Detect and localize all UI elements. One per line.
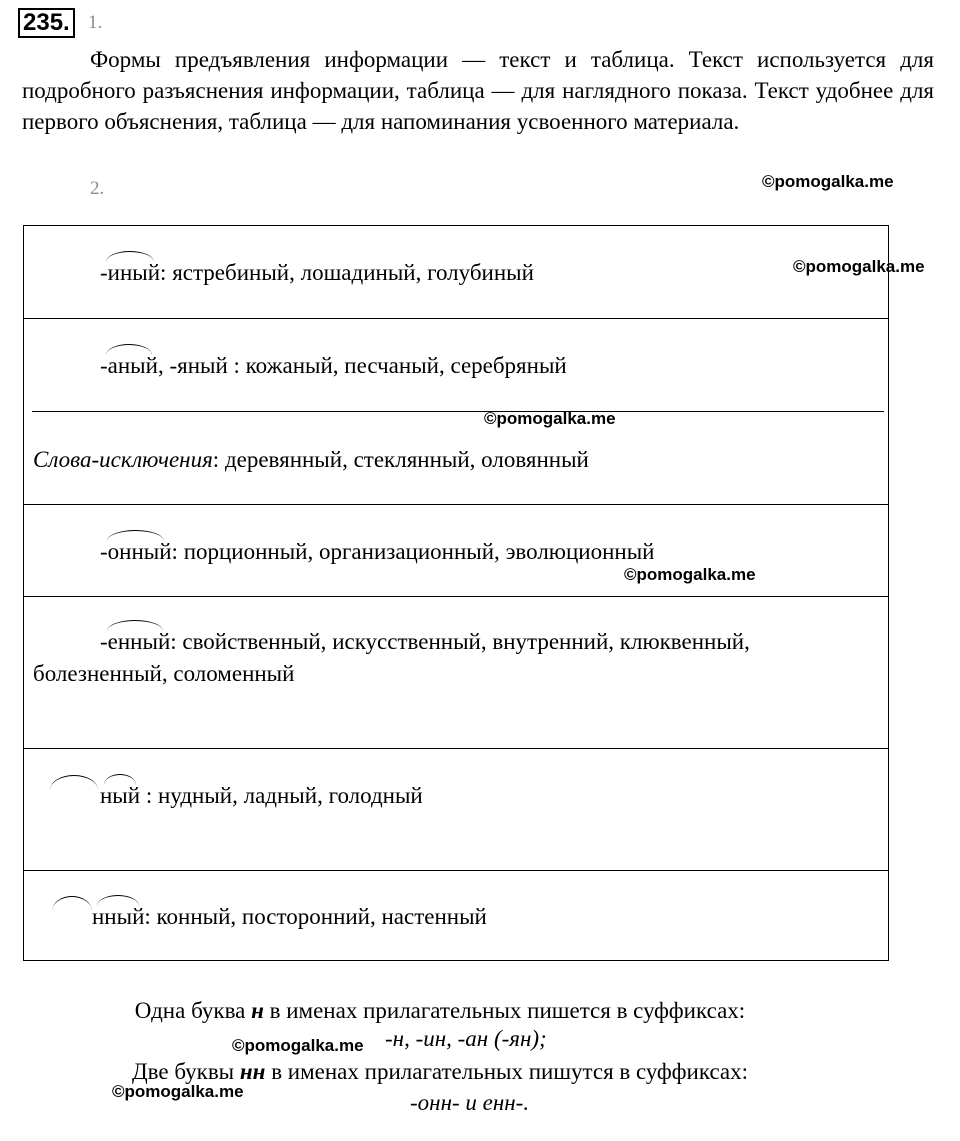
watermark-3: ©pomogalka.me [484,409,616,428]
table-divider [23,318,889,319]
example-word: свойственный, [182,629,327,654]
example-word: нудный, [157,783,238,808]
watermark-5: ©pomogalka.me [232,1036,364,1055]
table-divider [23,748,889,749]
example-word: оловянный [481,447,589,472]
suffix-label: -онный [100,539,172,564]
example-word: голубиный [427,260,534,285]
example-word: эволюционный [505,539,655,564]
table-row-1: -иный: ястребиный, лошадиный, голубиный [100,260,534,285]
suffix-label: -енный [100,629,171,654]
example-word: песчаный, [344,353,445,378]
example-word: соломенный [173,661,295,686]
table-divider-inner [32,411,884,412]
part2-label: 2. [90,178,105,199]
watermark-2: ©pomogalka.me [793,257,925,276]
suffix-table [23,225,889,961]
suffix-label: ный [100,783,141,808]
table-divider [23,870,889,871]
example-word: клюквенный, [619,629,750,654]
table-row-2: -аный, -яный : кожаный, песчаный, серебряный [100,353,567,378]
suffix-label: -иный [100,260,161,285]
example-word: серебряный [450,353,567,378]
suffix-label: нный [92,904,145,929]
table-divider [23,504,889,505]
table-divider [23,596,889,597]
example-word: настенный [381,904,487,929]
example-word: стеклянный, [353,447,476,472]
example-word: деревянный, [224,447,348,472]
exercise-number: 235. [18,8,75,38]
answer-paragraph: Формы предъявления информации — текст и таблица. Текст используется для подробного разъяснения информации, таблица — для наглядного показа. Текст удобнее для первого объяснения, таблица — для напоминания усвоенного материала. [22,47,934,134]
example-word: болезненный, [33,661,168,686]
table-row-7: нный: конный, посторонний, настенный [92,904,487,929]
example-word: порционный, [183,539,314,564]
example-word: лошадиный, [300,260,422,285]
table-row-3: Слова-исключения: деревянный, стеклянный, оловянный [33,447,589,472]
conclusion-line-1: Одна буква н в именах прилагательных пишется в суффиксах: [134,998,746,1023]
example-word: внутренний, [492,629,615,654]
conclusion-line-4: -онн- и енн-. [410,1090,530,1115]
example-word: искусственный, [332,629,487,654]
example-word: конный, [156,904,237,929]
conclusion-line-3: Две буквы нн в именах прилагательных пишутся в суффиксах: [131,1059,749,1084]
part1-label: 1. [88,12,103,33]
table-row-5-line-2 [33,661,294,687]
watermark-1: ©pomogalka.me [762,172,894,191]
example-word: кожаный, [245,353,339,378]
example-word: ястребиный, [172,260,295,285]
table-row-6: ный : нудный, ладный, голодный [100,783,423,808]
example-word: организационный, [319,539,500,564]
watermark-6: ©pomogalka.me [112,1082,244,1101]
table-row-4: -онный: порционный, организационный, эволюционный [100,539,655,564]
example-word: посторонний, [241,904,376,929]
example-word: ладный, [243,783,323,808]
suffix-label: -аный [100,353,158,378]
exceptions-label: Слова-исключения [33,447,213,472]
example-word: голодный [328,783,423,808]
watermark-4: ©pomogalka.me [624,565,756,584]
conclusion-line-2: -н, -ин, -ан (-ян); [385,1026,547,1051]
table-row-5-line-1: -енный: свойственный, искусственный, внутренний, клюквенный, [100,629,750,654]
